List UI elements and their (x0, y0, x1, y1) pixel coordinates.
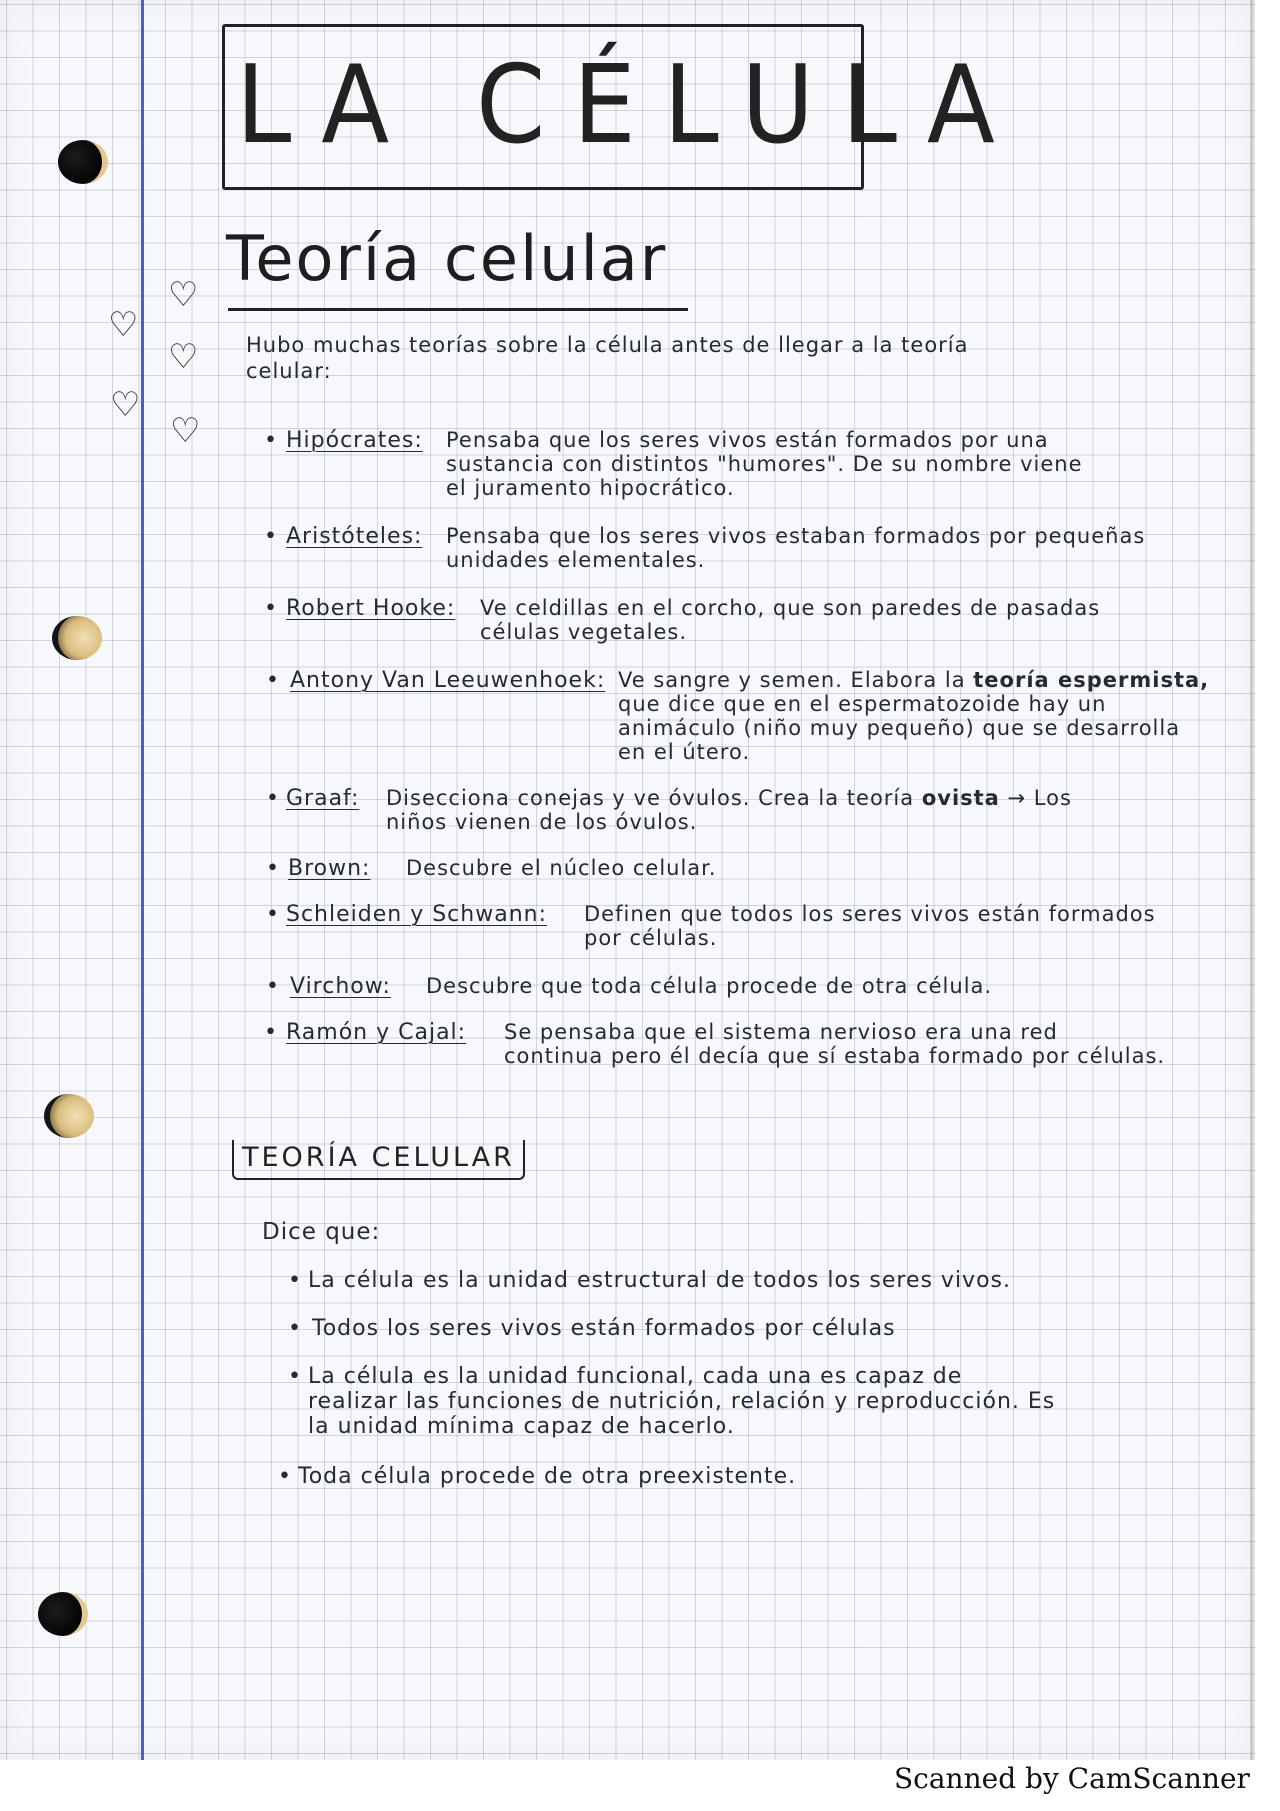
theory-description-line: por células. (584, 926, 718, 950)
theory-description-line: niños vienen de los óvulos. (386, 810, 698, 834)
theory-description-line: en el útero. (618, 740, 751, 764)
theory-author: Hipócrates: (286, 428, 423, 453)
theory-description-line: animáculo (niño muy pequeño) que se desarrolla (618, 716, 1181, 740)
binder-hole (52, 616, 102, 660)
bullet-icon: • (264, 428, 277, 453)
heart-doodle-icon: ♡ (110, 385, 141, 425)
heart-doodle-icon: ♡ (168, 337, 199, 377)
cell-theory-line: la unidad mínima capaz de hacerlo. (308, 1414, 735, 1439)
page-edge-shadow (1250, 0, 1256, 1760)
theory-description-line: Se pensaba que el sistema nervioso era una red (504, 1020, 1058, 1044)
theory-description-line: células vegetales. (480, 620, 687, 644)
heart-doodle-icon: ♡ (108, 305, 139, 345)
binder-hole (38, 1592, 88, 1636)
theory-description-line: Descubre que toda célula procede de otra célula. (426, 974, 993, 998)
bullet-icon: • (264, 1020, 277, 1045)
intro-line: Hubo muchas teorías sobre la célula antes de llegar a la teoría (246, 333, 969, 357)
theory-author: Schleiden y Schwann: (286, 902, 547, 927)
theory-author: Brown: (288, 856, 371, 881)
cell-theory-line: La célula es la unidad estructural de todos los seres vivos. (308, 1268, 1011, 1293)
theory-author: Aristóteles: (286, 524, 423, 549)
intro-line: Dice que: (262, 1219, 381, 1245)
bullet-icon: • (266, 668, 279, 693)
theory-description-line: el juramento hipocrático. (446, 476, 735, 500)
theory-author: Ramón y Cajal: (286, 1020, 467, 1045)
bullet-icon: • (264, 596, 277, 621)
cell-theory-line: La célula es la unidad funcional, cada una es capaz de (308, 1364, 963, 1389)
margin-line (141, 0, 144, 1760)
bullet-icon: • (266, 902, 279, 927)
heading-underline (228, 308, 688, 311)
theory-description-line: que dice que en el espermatozoide hay un (618, 692, 1107, 716)
bullet-icon: • (266, 786, 279, 811)
theory-author: Graaf: (286, 786, 360, 811)
theory-description-line: Pensaba que los seres vivos estaban formados por pequeñas (446, 524, 1146, 548)
theory-description-line: Disecciona conejas y ve óvulos. Crea la teoría ovista → Los (386, 786, 1072, 810)
theory-description-line: Descubre el núcleo celular. (406, 856, 717, 880)
theory-description-line: sustancia con distintos "humores". De su nombre viene (446, 452, 1083, 476)
theory-author: Virchow: (290, 974, 391, 999)
binder-hole (58, 140, 108, 184)
theory-description-line: continua pero él decía que sí estaba formado por células. (504, 1044, 1166, 1068)
cell-theory-line: Toda célula procede de otra preexistente. (298, 1464, 797, 1489)
heart-doodle-icon: ♡ (168, 275, 199, 315)
cell-theory-line: realizar las funciones de nutrición, relación y reproducción. Es (308, 1389, 1056, 1414)
bullet-icon: • (264, 524, 277, 549)
theory-description-line: unidades elementales. (446, 548, 706, 572)
cell-theory-line: Todos los seres vivos están formados por células (312, 1316, 896, 1341)
section-heading: Teoría celular (226, 222, 668, 295)
bullet-icon: • (278, 1464, 291, 1489)
theory-description-line: Ve sangre y semen. Elabora la teoría espermista, (618, 668, 1210, 692)
bullet-icon: • (266, 856, 279, 881)
boxed-heading: TEORÍA CELULAR (232, 1140, 525, 1180)
theory-description-line: Ve celdillas en el corcho, que son paredes de pasadas (480, 596, 1101, 620)
theory-description-line: Definen que todos los seres vivos están formados (584, 902, 1156, 926)
bullet-icon: • (288, 1316, 301, 1341)
scanner-watermark: Scanned by CamScanner (894, 1762, 1250, 1795)
bullet-icon: • (288, 1364, 301, 1389)
heart-doodle-icon: ♡ (170, 411, 201, 451)
intro-line: celular: (246, 359, 332, 383)
theory-author: Antony Van Leeuwenhoek: (290, 668, 606, 693)
binder-hole (44, 1094, 94, 1138)
bullet-icon: • (266, 974, 279, 999)
page-title: LA CÉLULA (236, 43, 1023, 168)
theory-author: Robert Hooke: (286, 596, 456, 621)
theory-description-line: Pensaba que los seres vivos están formados por una (446, 428, 1049, 452)
bullet-icon: • (288, 1268, 301, 1293)
